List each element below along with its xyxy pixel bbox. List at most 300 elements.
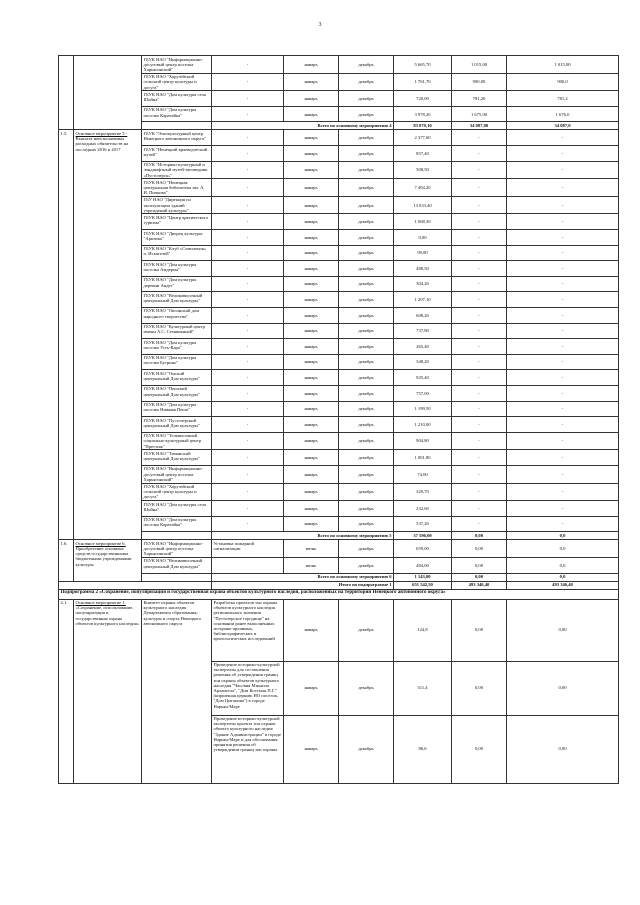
measure-cell: -	[212, 130, 284, 146]
value-cell: -	[507, 307, 619, 323]
end-cell: декабрь	[339, 230, 394, 246]
value-cell: 0,00	[452, 661, 507, 715]
org-cell: ГБУК НАО "Центр арктического туризма"	[142, 214, 212, 230]
start-cell: январь	[284, 501, 339, 517]
total-label: Всего по основному мероприятию 5	[212, 532, 394, 540]
value-cell: -	[452, 146, 507, 162]
org-cell: ГБУК НАО "Дом культуры деревни Андег"	[142, 276, 212, 292]
org-cell: ГБУК НАО "Пешский центральный Дом культуры"	[142, 385, 212, 401]
end-cell: декабрь	[339, 661, 394, 715]
value-cell: -	[507, 130, 619, 146]
end-cell: декабрь	[339, 179, 394, 197]
value-cell: -	[507, 432, 619, 450]
value-cell: -	[452, 432, 507, 450]
end-cell: декабрь	[339, 715, 394, 783]
event-description	[74, 599, 142, 783]
value-cell: 1 015,00	[507, 56, 619, 74]
value-cell: -	[452, 130, 507, 146]
budget-table	[58, 55, 619, 784]
measure-cell: -	[212, 465, 284, 483]
value-cell: 2 377,60	[394, 130, 452, 146]
org-cell: ГБУК НАО "Дом культуры села Шойна"	[142, 91, 212, 107]
value-cell: -	[507, 292, 619, 308]
value-cell: -	[507, 370, 619, 386]
org-cell: ГБУК "Этнокультурный центр Ненецкого автономного округа"	[142, 130, 212, 146]
blank-cell	[142, 573, 212, 581]
start-cell: январь	[284, 450, 339, 466]
end-cell: декабрь	[339, 354, 394, 370]
value-cell: -	[452, 385, 507, 401]
start-cell: июнь	[284, 557, 339, 573]
org-cell: ГБУК НАО "Дом культуры поселка Бугрино"	[142, 354, 212, 370]
org-cell: ГБУК НАО "Хорузейский сельский центр культуры и досуга"	[142, 73, 212, 91]
start-cell: январь	[284, 307, 339, 323]
measure-cell: -	[212, 339, 284, 355]
org-cell: ГБУК НАО "Дом культуры поселка Нижняя Пеша"	[142, 401, 212, 417]
item-number: 1.5.	[59, 130, 74, 540]
end-cell: декабрь	[339, 323, 394, 339]
total-value: 493 346,40	[452, 581, 507, 589]
start-cell: январь	[284, 73, 339, 91]
start-cell: январь	[284, 106, 339, 122]
table-row	[59, 230, 619, 246]
table-row	[59, 261, 619, 277]
measure-cell: -	[212, 245, 284, 261]
subprogram-heading-row	[59, 589, 619, 599]
value-cell: 0,00	[507, 661, 619, 715]
value-cell: -	[452, 230, 507, 246]
measure-cell: -	[212, 146, 284, 162]
table-row	[59, 179, 619, 197]
value-cell: 0,00	[507, 715, 619, 783]
measure-cell: -	[212, 401, 284, 417]
value-cell: 311,4	[394, 661, 452, 715]
total-value: 34 087,00	[452, 122, 507, 130]
blank-cell	[59, 581, 212, 589]
end-cell: декабрь	[339, 106, 394, 122]
org-cell: ГБУК НАО "Информационно-досуговый центр поселка Харьягинский"	[142, 540, 212, 558]
org-cell: ГБУК НАО "Информационно-досуговый центр поселка Харьягинский"	[142, 56, 212, 74]
value-cell: 488,50	[394, 261, 452, 277]
value-cell: -	[452, 501, 507, 517]
value-cell: -	[452, 465, 507, 483]
measure-cell: -	[212, 196, 284, 214]
table-row	[59, 106, 619, 122]
value-cell: -	[452, 307, 507, 323]
org-cell: ГБУК НАО "Великовисочный центральный Дом культуры"	[142, 292, 212, 308]
value-cell: 13 033,40	[394, 196, 452, 214]
total-label: Итого по подпрограмме 1	[212, 581, 394, 589]
start-cell: январь	[284, 715, 339, 783]
value-cell: 900,0	[507, 73, 619, 91]
measure-cell: -	[212, 56, 284, 74]
measure-cell: -	[212, 385, 284, 401]
value-cell: -	[452, 261, 507, 277]
org-cell: ГБУК НАО "Хорузейский сельский центр культуры и досуга"	[142, 483, 212, 501]
value-cell: -	[507, 450, 619, 466]
event-description	[74, 130, 142, 540]
value-cell: 3 978,20	[394, 106, 452, 122]
start-cell: январь	[284, 323, 339, 339]
value-cell: 0,0	[507, 557, 619, 573]
value-cell: -	[452, 401, 507, 417]
table-row	[59, 91, 619, 107]
start-cell: январь	[284, 354, 339, 370]
start-cell: январь	[284, 292, 339, 308]
value-cell: -	[452, 450, 507, 466]
org-cell: ГБУ НАО "Дирекция по эксплуатации зданий учреждений культуры"	[142, 196, 212, 214]
value-cell: -	[452, 245, 507, 261]
org-cell: ГБУК НАО "Тиманский центральный Дом культуры"	[142, 450, 212, 466]
table-row	[59, 276, 619, 292]
end-cell: декабрь	[339, 261, 394, 277]
measure-cell: -	[212, 230, 284, 246]
table-row	[59, 161, 619, 179]
measure-cell: Разработка проектов зон охраны объектов культурного наследия регионального значения "Пустозерское городище" на основании ранее выполненных историко-архивных, библиографических и археологических исследований	[212, 599, 284, 661]
event-text: «Сохранение, использование, популяризация и государственная охрана объектов культурного наследия»	[75, 605, 140, 626]
end-cell: декабрь	[339, 196, 394, 214]
measure-cell: -	[212, 261, 284, 277]
event-title: Основное мероприятие 1.	[75, 600, 126, 606]
org-cell: ГБУК "Ненецкий краеведческий музей"	[142, 146, 212, 162]
value-cell: 1 761,70	[394, 73, 452, 91]
start-cell: январь	[284, 214, 339, 230]
end-cell: декабрь	[339, 56, 394, 74]
value-cell: 7 494,20	[394, 179, 452, 197]
value-cell: 1 001,80	[394, 450, 452, 466]
end-cell: декабрь	[339, 276, 394, 292]
org-cell: ГБУК НАО "Дом культуры поселка Амдерма"	[142, 261, 212, 277]
total-row	[59, 122, 619, 130]
value-cell: -	[507, 323, 619, 339]
value-cell: 86,6	[394, 715, 452, 783]
org-cell: ГБУК НАО "Ненецкая центральная библиотека им. А. И. Пичкова"	[142, 179, 212, 197]
table-row	[59, 370, 619, 386]
value-cell: 720,00	[394, 91, 452, 107]
value-cell: 508,50	[394, 161, 452, 179]
value-cell: 757,00	[394, 385, 452, 401]
value-cell: 0,00	[394, 230, 452, 246]
table-row	[59, 146, 619, 162]
org-cell: ГБУК НАО "Клуб «Семиленок» п. Искателей"	[142, 245, 212, 261]
value-cell: -	[507, 417, 619, 433]
desc-cell	[74, 56, 142, 130]
end-cell: декабрь	[339, 245, 394, 261]
value-cell: -	[507, 196, 619, 214]
end-cell: декабрь	[339, 130, 394, 146]
end-cell: декабрь	[339, 292, 394, 308]
start-cell: январь	[284, 417, 339, 433]
org-cell: ГБУК НАО "Культурный центр имени А.С. Семяшкиной"	[142, 323, 212, 339]
measure-cell: -	[212, 91, 284, 107]
measure-cell: -	[212, 73, 284, 91]
value-cell: 1 015,00	[452, 56, 507, 74]
total-value: 0,00	[452, 573, 507, 581]
table-row	[59, 540, 619, 558]
value-cell: -	[507, 230, 619, 246]
start-cell: январь	[284, 483, 339, 501]
page-number: 3	[318, 22, 322, 28]
total-value: 1 143,00	[394, 573, 452, 581]
end-cell: декабрь	[339, 450, 394, 466]
table-row	[59, 516, 619, 532]
value-cell: -	[452, 323, 507, 339]
value-cell: 1 068,30	[394, 214, 452, 230]
org-cell: ГБУК НАО "Великовисочный центральный Дом культуры"	[142, 557, 212, 573]
table-row	[59, 385, 619, 401]
value-cell: 900,00	[452, 73, 507, 91]
num-cell	[59, 56, 74, 130]
value-cell: -	[507, 401, 619, 417]
value-cell: -	[507, 214, 619, 230]
value-cell: -	[452, 483, 507, 501]
value-cell: -	[452, 516, 507, 532]
table-row	[59, 130, 619, 146]
value-cell: -	[507, 339, 619, 355]
start-cell: январь	[284, 261, 339, 277]
total-value: 0,0	[507, 573, 619, 581]
org-cell: ГБУК НАО "Дом культуры поселка Каратайка"	[142, 516, 212, 532]
total-value: 0,0	[507, 532, 619, 540]
org-cell: Комитет охраны объектов культурного наследия Департамента образования, культуры и спорта Ненецкого автономного округа	[142, 599, 212, 783]
table-row	[59, 56, 619, 74]
start-cell: январь	[284, 146, 339, 162]
table-row	[59, 73, 619, 91]
value-cell: -	[452, 370, 507, 386]
value-cell: 925,40	[394, 370, 452, 386]
org-cell: ГБУК НАО "Пустозерский центральный Дом культуры"	[142, 417, 212, 433]
table-row	[59, 501, 619, 517]
start-cell: январь	[284, 196, 339, 214]
value-cell: 1 207,10	[394, 292, 452, 308]
table-row	[59, 432, 619, 450]
value-cell: 232,60	[394, 501, 452, 517]
table-row	[59, 323, 619, 339]
value-cell: 857,40	[394, 146, 452, 162]
total-value: 83 070,10	[394, 122, 452, 130]
start-cell: январь	[284, 465, 339, 483]
org-cell: ГБУК НАО "Омский центральный Дом культуры"	[142, 370, 212, 386]
org-cell: ГБУК "Историко-культурный и ландшафтный музей-заповедник «Пустозерск»"	[142, 161, 212, 179]
org-cell: ГБУК НАО "Дворец культуры "Арктика"	[142, 230, 212, 246]
start-cell: январь	[284, 56, 339, 74]
value-cell: 1 675,00	[452, 106, 507, 122]
value-cell: -	[452, 417, 507, 433]
value-cell: 781,20	[452, 91, 507, 107]
start-cell: январь	[284, 91, 339, 107]
end-cell: декабрь	[339, 307, 394, 323]
value-cell: 781,2	[507, 91, 619, 107]
start-cell: январь	[284, 516, 339, 532]
table-row	[59, 401, 619, 417]
item-number: 2.1.	[59, 599, 74, 783]
end-cell: декабрь	[339, 501, 394, 517]
start-cell: январь	[284, 385, 339, 401]
start-cell: январь	[284, 339, 339, 355]
org-cell: ГБУК НАО "Дом культуры села Шойна"	[142, 501, 212, 517]
start-cell: январь	[284, 599, 339, 661]
table-row	[59, 417, 619, 433]
value-cell: 99,80	[394, 245, 452, 261]
table-row	[59, 599, 619, 661]
table-row	[59, 354, 619, 370]
value-cell: 484,00	[394, 557, 452, 573]
measure-cell: -	[212, 292, 284, 308]
measure-cell	[212, 557, 284, 573]
value-cell: 124,8	[394, 599, 452, 661]
measure-cell: -	[212, 307, 284, 323]
measure-cell: Установка пожарной сигнализации	[212, 540, 284, 558]
end-cell: декабрь	[339, 91, 394, 107]
measure-cell: -	[212, 417, 284, 433]
total-label: Всего по основному мероприятию 4	[212, 122, 394, 130]
value-cell: 0,00	[452, 557, 507, 573]
blank-cell	[142, 122, 212, 130]
value-cell: -	[507, 276, 619, 292]
org-cell: ГБУК НАО "Информационно-досуговый центр поселка Харьягинский"	[142, 465, 212, 483]
table-row	[59, 292, 619, 308]
measure-cell: -	[212, 214, 284, 230]
event-description	[74, 540, 142, 581]
start-cell: январь	[284, 432, 339, 450]
total-value: 0,00	[452, 532, 507, 540]
value-cell: -	[452, 179, 507, 197]
measure-cell: -	[212, 432, 284, 450]
value-cell: -	[452, 276, 507, 292]
table-row	[59, 450, 619, 466]
total-row	[59, 532, 619, 540]
value-cell: -	[507, 385, 619, 401]
table-row	[59, 214, 619, 230]
subprogram-total-row	[59, 581, 619, 589]
measure-cell: Проведение историко-культурной экспертизы для составления решения об утверждении границ зон охраны объектов культурного наследия "Часовня Михаила Архангела", "Дом Костыля П.Г." (кирпичная церковь НО поселок, "Дом Цыганова") в городе Нарьян-Маре	[212, 661, 284, 715]
start-cell: январь	[284, 130, 339, 146]
end-cell: декабрь	[339, 146, 394, 162]
value-cell: 1 210,00	[394, 417, 452, 433]
start-cell: январь	[284, 276, 339, 292]
org-cell: ГБУК НАО "Дом культуры поселка Каратайка"	[142, 106, 212, 122]
table-body	[59, 56, 619, 784]
end-cell: декабрь	[339, 557, 394, 573]
org-cell: ГБУК НАО "Оксинский дом народного творчества"	[142, 307, 212, 323]
measure-cell: -	[212, 354, 284, 370]
end-cell: декабрь	[339, 385, 394, 401]
value-cell: 1 676,0	[507, 106, 619, 122]
measure-cell: -	[212, 276, 284, 292]
table-row	[59, 196, 619, 214]
end-cell: декабрь	[339, 516, 394, 532]
value-cell: 0,00	[452, 599, 507, 661]
start-cell: январь	[284, 179, 339, 197]
start-cell: январь	[284, 245, 339, 261]
table-row	[59, 483, 619, 501]
value-cell: 608,20	[394, 307, 452, 323]
end-cell: декабрь	[339, 339, 394, 355]
value-cell: 0,00	[452, 540, 507, 558]
value-cell: 348,20	[394, 354, 452, 370]
value-cell: -	[507, 245, 619, 261]
end-cell: декабрь	[339, 599, 394, 661]
end-cell: декабрь	[339, 214, 394, 230]
table-row	[59, 339, 619, 355]
item-number: 1.6.	[59, 540, 74, 581]
value-cell: 537,20	[394, 516, 452, 532]
value-cell: -	[507, 161, 619, 179]
value-cell: 74,00	[394, 465, 452, 483]
start-cell: январь	[284, 661, 339, 715]
value-cell: 329,70	[394, 483, 452, 501]
measure-cell: Проведение историко-культурной экспертизы проекта зон охраны объекта культурного наследия "Здание Администрации" в городе Нарьян-Маре и для обоснования принятия решения об утверждении границ зон охраны	[212, 715, 284, 783]
table-row	[59, 465, 619, 483]
measure-cell: -	[212, 106, 284, 122]
blank-cell	[142, 532, 212, 540]
value-cell: -	[507, 501, 619, 517]
measure-cell: -	[212, 323, 284, 339]
event-text: Приобретение основных средств государственными бюджетными учреждениями культуры	[75, 546, 132, 567]
end-cell: декабрь	[339, 432, 394, 450]
measure-cell: -	[212, 501, 284, 517]
value-cell: 737,80	[394, 323, 452, 339]
value-cell: 659,00	[394, 540, 452, 558]
table-row	[59, 245, 619, 261]
table-row	[59, 557, 619, 573]
value-cell: -	[452, 354, 507, 370]
value-cell: -	[452, 292, 507, 308]
value-cell: -	[452, 339, 507, 355]
end-cell: декабрь	[339, 540, 394, 558]
value-cell: 0,00	[452, 715, 507, 783]
org-cell: ГБУК НАО "Тельвисочный социально-культурный центр "Престиж"	[142, 432, 212, 450]
value-cell: -	[507, 354, 619, 370]
value-cell: -	[507, 261, 619, 277]
total-row	[59, 573, 619, 581]
value-cell: -	[452, 214, 507, 230]
start-cell: июнь	[284, 540, 339, 558]
end-cell: декабрь	[339, 417, 394, 433]
end-cell: декабрь	[339, 401, 394, 417]
end-cell: декабрь	[339, 483, 394, 501]
value-cell: 265,40	[394, 339, 452, 355]
measure-cell: -	[212, 516, 284, 532]
value-cell: -	[507, 483, 619, 501]
value-cell: -	[507, 146, 619, 162]
event-text: Выплата неисполненных расходных обязательств на последних 2016 и 2017	[75, 136, 129, 152]
measure-cell: -	[212, 370, 284, 386]
value-cell: -	[507, 516, 619, 532]
end-cell: декабрь	[339, 370, 394, 386]
end-cell: декабрь	[339, 465, 394, 483]
total-label: Всего по основному мероприятию 6	[212, 573, 394, 581]
event-title: Основное мероприятие 5 -	[75, 130, 128, 136]
measure-cell: -	[212, 483, 284, 501]
event-title: Основное мероприятие 6.	[75, 540, 126, 546]
value-cell: 1 199,50	[394, 401, 452, 417]
value-cell: -	[507, 179, 619, 197]
total-value: 37 596,00	[394, 532, 452, 540]
total-value: 34 087,0	[507, 122, 619, 130]
total-value: 493 346,40	[507, 581, 619, 589]
org-cell: ГБУК НАО "Дом культуры поселка Усть-Кара"	[142, 339, 212, 355]
start-cell: январь	[284, 230, 339, 246]
budget-table-sheet	[58, 55, 618, 784]
value-cell: -	[507, 465, 619, 483]
end-cell: декабрь	[339, 161, 394, 179]
start-cell: январь	[284, 370, 339, 386]
total-value: 651 542,50	[394, 581, 452, 589]
end-cell: декабрь	[339, 73, 394, 91]
value-cell: -	[452, 161, 507, 179]
start-cell: январь	[284, 401, 339, 417]
